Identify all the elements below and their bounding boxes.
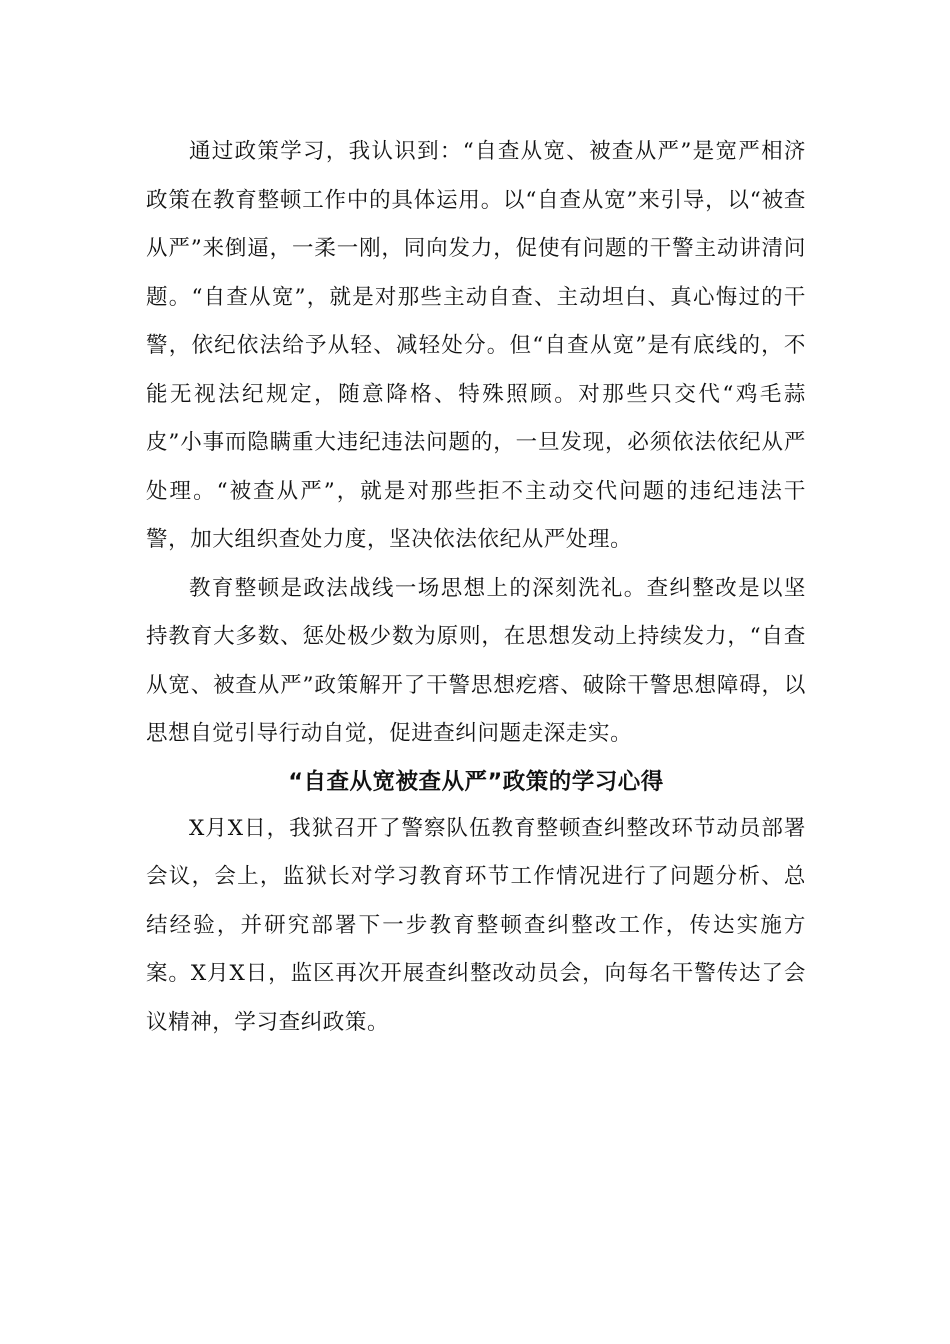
document-body (146, 128, 806, 1047)
paragraph-mobilization-meeting: X月X日，我狱召开了警察队伍教育整顿查纠整改环节动员部署会议，会上，监狱长对学习教育环节工作情况进行了问题分析、总结经验，并研究部署下一步教育整顿查纠整改工作，传达实施方案。X月X日，监区再次开展查纠整改动员会，向每名干警传达了会议精神，学习查纠政策。 (146, 815, 806, 1035)
paragraph-policy-understanding: 通过政策学习，我认识到：“自查从宽、被查从严”是宽严相济政策在教育整顿工作中的具体运用。以“自查从宽”来引导，以“被查从严”来倒逼，一柔一刚，同向发力，促使有问题的干警主动讲清问题。“自查从宽”，就是对那些主动自查、主动坦白、真心悔过的干警，依纪依法给予从轻、减轻处分。但“自查从宽”是有底线的，不能无视法纪规定，随意降格、特殊照顾。对那些只交代“鸡毛蒜皮”小事而隐瞒重大违纪违法问题的，一旦发现，必须依法依纪从严处理。“被查从严”，就是对那些拒不主动交代问题的违纪违法干警，加大组织查处力度，坚决依法依纪从严处理。 (146, 139, 806, 552)
section-title: “自查从宽被查从严”政策的学习心得 (288, 768, 664, 795)
paragraph-education-rectification: 教育整顿是政法战线一场思想上的深刻洗礼。查纠整改是以坚持教育大多数、惩处极少数为原则，在思想发动上持续发力，“自查从宽、被查从严”政策解开了干警思想疙瘩、破除干警思想障碍，以思想自觉引导行动自觉，促进查纠问题走深走实。 (146, 575, 806, 746)
